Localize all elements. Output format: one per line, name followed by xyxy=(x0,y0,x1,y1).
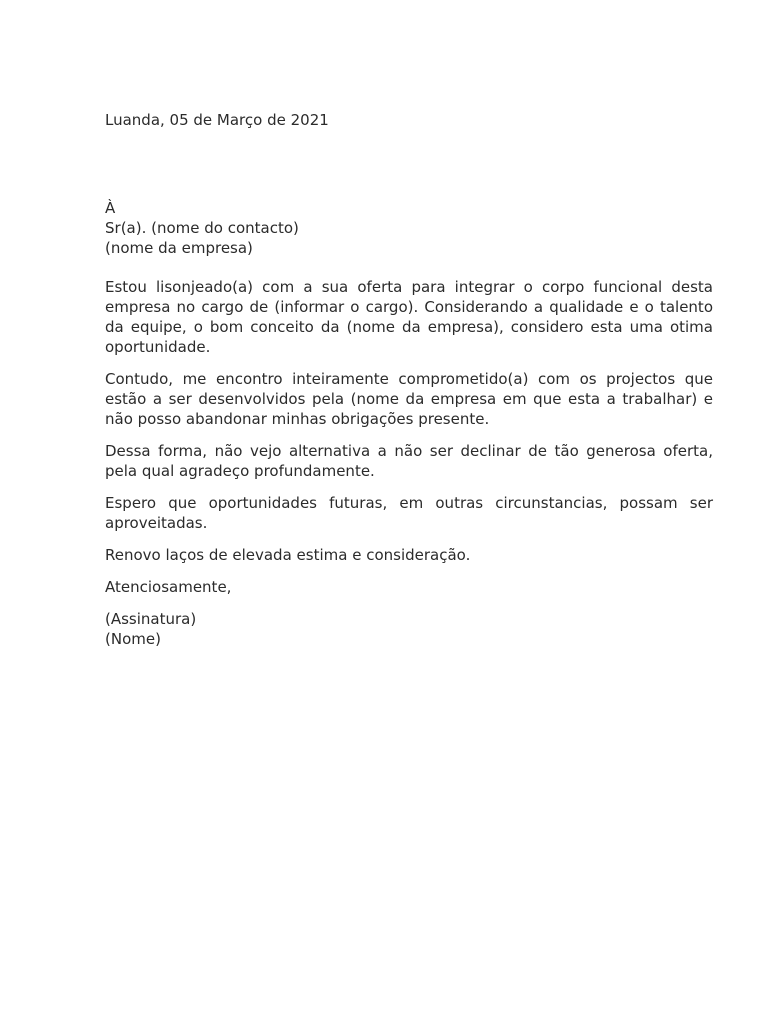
paragraph-gap-4 xyxy=(105,533,713,545)
body-paragraph-5: Renovo laços de elevada estima e consideração. xyxy=(105,546,471,564)
address-recipient-marker: À xyxy=(105,199,116,217)
body-paragraph-3: Dessa forma, não vejo alternativa a não ser declinar de tão generosa oferta, pela qual agradeço profundamente. xyxy=(105,442,713,480)
closing-salutation: Atenciosamente, xyxy=(105,578,232,596)
spacer-address-body xyxy=(105,258,713,277)
spacer-date-address xyxy=(105,130,713,198)
body-paragraph-4: Espero que oportunidades futuras, em outras circunstancias, possam ser aproveitadas. xyxy=(105,494,713,532)
body-paragraph-2: Contudo, me encontro inteiramente comprometido(a) com os projectos que estão a ser desenvolvidos pela (nome da empresa em que esta a trabalhar) e não posso abandonar minhas obrigações presente. xyxy=(105,370,713,428)
paragraph-gap-3 xyxy=(105,481,713,493)
address-contact-line: Sr(a). (nome do contacto) xyxy=(105,219,299,237)
signer-name-placeholder: (Nome) xyxy=(105,630,161,648)
spacer-closing-signature xyxy=(105,597,713,609)
date-line: Luanda, 05 de Março de 2021 xyxy=(105,111,329,129)
letter-content xyxy=(105,110,713,649)
body-paragraph-1: Estou lisonjeado(a) com a sua oferta para integrar o corpo funcional desta empresa no cargo de (informar o cargo). Considerando a qualidade e o talento da equipe, o bom conceito da (nome da empresa), considero esta uma otima oportunidade. xyxy=(105,278,713,356)
signature-placeholder: (Assinatura) xyxy=(105,610,197,628)
paragraph-gap-1 xyxy=(105,357,713,369)
paragraph-gap-2 xyxy=(105,429,713,441)
paragraph-gap-5 xyxy=(105,565,713,577)
address-company-line: (nome da empresa) xyxy=(105,239,253,257)
